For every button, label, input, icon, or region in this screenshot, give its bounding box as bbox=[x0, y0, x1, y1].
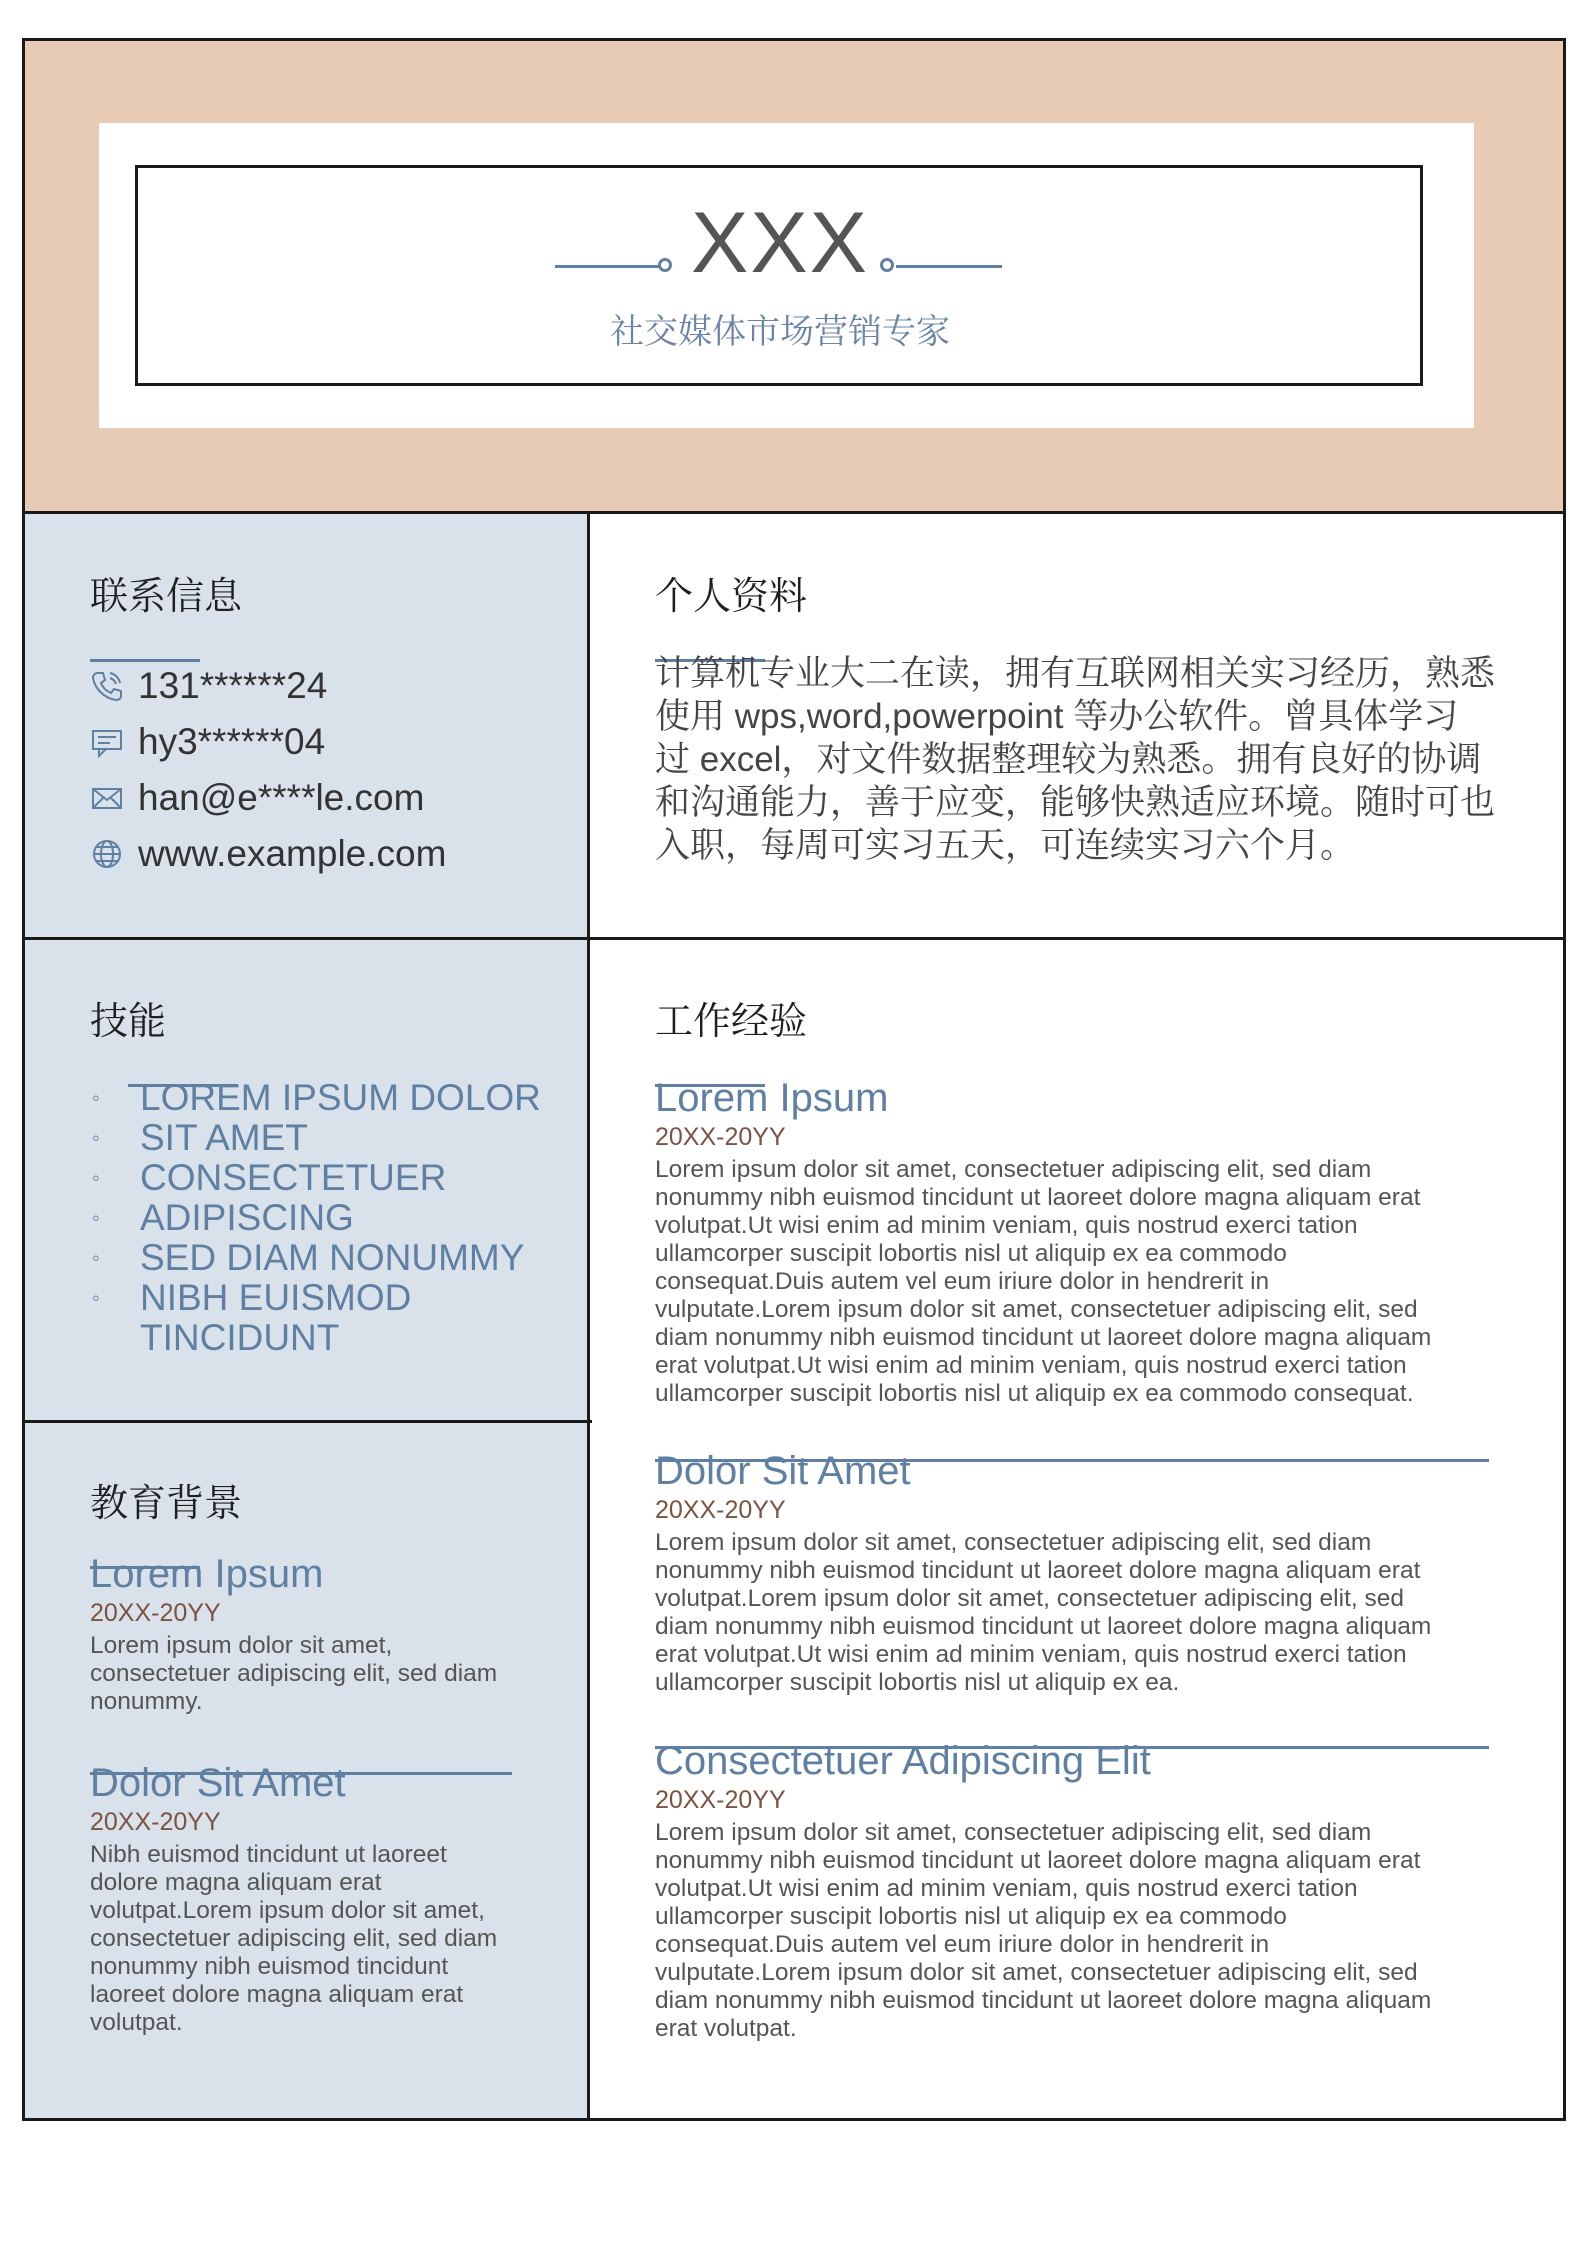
website-text: www.example.com bbox=[138, 833, 447, 874]
education-entry-title: Lorem Ipsum bbox=[90, 1552, 324, 1596]
work-entry-date: 20XX-20YY bbox=[655, 1496, 786, 1524]
mail-icon bbox=[90, 781, 124, 815]
chat-text: hy3******04 bbox=[138, 721, 326, 762]
profile-line: 计算机专业大二在读，拥有互联网相关实习经历，熟悉 bbox=[655, 654, 1496, 693]
globe-icon bbox=[90, 837, 124, 871]
email-text: han@e****le.com bbox=[138, 777, 425, 818]
skill-item: ◦ NIBH EUISMOD TINCIDUNT bbox=[92, 1277, 412, 1358]
skill-item: ◦ SIT AMET bbox=[92, 1117, 308, 1158]
work-entry bbox=[655, 1739, 1535, 2043]
skill-item: ◦ LOREM IPSUM DOLOR bbox=[92, 1077, 541, 1118]
text-line: erat volutpat.Ut wisi enim ad minim veniam, quis nostrud exerci tation bbox=[655, 1352, 1407, 1379]
text-line: consectetuer adipiscing elit, sed diam bbox=[90, 1925, 498, 1952]
bullet-icon: ◦ bbox=[92, 1125, 100, 1150]
text-line: erat volutpat.Ut wisi enim ad minim veniam, quis nostrud exerci tation bbox=[655, 1641, 1407, 1668]
text-line: consequat.Duis autem vel eum iriure dolor in hendrerit in bbox=[655, 1268, 1270, 1295]
education-entry-date: 20XX-20YY bbox=[90, 1808, 221, 1836]
work-title: 工作经验 bbox=[655, 999, 808, 1043]
text-line: Lorem ipsum dolor sit amet, consectetuer adipiscing elit, sed diam bbox=[655, 1819, 1372, 1846]
work-entry-text bbox=[655, 1819, 1535, 2043]
contact-email[interactable] bbox=[90, 777, 424, 819]
work-entry bbox=[655, 1449, 1535, 1697]
profile-line: 和沟通能力，善于应变，能够快熟适应环境。随时可也 bbox=[655, 783, 1496, 822]
text-line: ullamcorper suscipit lobortis nisl ut aliquip ex ea commodo bbox=[655, 1240, 1287, 1267]
work-entry-title: Lorem Ipsum bbox=[655, 1076, 889, 1120]
text-line: volutpat. bbox=[90, 2009, 183, 2036]
text-line: erat volutpat. bbox=[655, 2015, 797, 2042]
text-line: Nibh euismod tincidunt ut laoreet bbox=[90, 1841, 447, 1868]
education-entry-text bbox=[90, 1841, 570, 2037]
contact-phone[interactable] bbox=[90, 665, 327, 707]
profile-title: 个人资料 bbox=[655, 574, 808, 618]
text-line: dolore magna aliquam erat bbox=[90, 1869, 382, 1896]
skill-item: ◦ CONSECTETUER bbox=[92, 1157, 447, 1198]
person-name: XXX bbox=[690, 195, 870, 291]
contact-website[interactable] bbox=[90, 833, 446, 875]
contact-chat[interactable] bbox=[90, 721, 325, 763]
education-entry-date: 20XX-20YY bbox=[90, 1599, 221, 1627]
phone-text: 131******24 bbox=[138, 665, 328, 706]
text-line: diam nonummy nibh euismod tincidunt ut laoreet dolore magna aliquam bbox=[655, 1987, 1432, 2014]
text-line: volutpat.Lorem ipsum dolor sit amet, bbox=[90, 1897, 485, 1924]
text-line: Lorem ipsum dolor sit amet, consectetuer adipiscing elit, sed diam bbox=[655, 1529, 1372, 1556]
text-line: diam nonummy nibh euismod tincidunt ut laoreet dolore magna aliquam bbox=[655, 1613, 1432, 1640]
bullet-icon: ◦ bbox=[92, 1285, 100, 1310]
text-line: volutpat.Lorem ipsum dolor sit amet, consectetuer adipiscing elit, sed bbox=[655, 1585, 1404, 1612]
text-line: consequat.Duis autem vel eum iriure dolor in hendrerit in bbox=[655, 1931, 1270, 1958]
skills-list bbox=[90, 1078, 570, 1358]
chat-icon bbox=[90, 725, 124, 759]
text-line: volutpat.Ut wisi enim ad minim veniam, quis nostrud exerci tation bbox=[655, 1875, 1358, 1902]
contact-title-bar bbox=[90, 659, 200, 662]
text-line: ullamcorper suscipit lobortis nisl ut aliquip ex ea. bbox=[655, 1669, 1180, 1696]
text-line: laoreet dolore magna aliquam erat bbox=[90, 1981, 464, 2008]
text-line: vulputate.Lorem ipsum dolor sit amet, consectetuer adipiscing elit, sed bbox=[655, 1296, 1418, 1323]
education-entry bbox=[90, 1552, 570, 1716]
bullet-icon: ◦ bbox=[92, 1245, 100, 1270]
text-line: Lorem ipsum dolor sit amet, consectetuer adipiscing elit, sed diam bbox=[655, 1156, 1372, 1183]
profile-line: 过 excel，对文件数据整理较为熟悉。拥有良好的协调 bbox=[655, 740, 1482, 779]
text-line: nonummy nibh euismod tincidunt bbox=[90, 1953, 449, 1980]
bullet-icon: ◦ bbox=[92, 1205, 100, 1230]
education-entry-text bbox=[90, 1632, 570, 1716]
work-entry-date: 20XX-20YY bbox=[655, 1786, 786, 1814]
skill-item: ◦ SED DIAM NONUMMY bbox=[92, 1237, 525, 1278]
text-line: nonummy. bbox=[90, 1688, 203, 1715]
work-entry-date: 20XX-20YY bbox=[655, 1123, 786, 1151]
skills-title: 技能 bbox=[90, 999, 167, 1043]
contact-title: 联系信息 bbox=[90, 574, 243, 618]
education-entry bbox=[90, 1761, 570, 2037]
bullet-icon: ◦ bbox=[92, 1165, 100, 1190]
skill-item: ◦ ADIPISCING bbox=[92, 1197, 354, 1238]
work-entry-title: Consectetuer Adipiscing Elit bbox=[655, 1739, 1151, 1783]
text-line: nonummy nibh euismod tincidunt ut laoreet dolore magna aliquam erat bbox=[655, 1184, 1421, 1211]
profile-line: 使用 wps,word,powerpoint 等办公软件。曾具体学习 bbox=[655, 697, 1459, 736]
text-line: ullamcorper suscipit lobortis nisl ut aliquip ex ea commodo bbox=[655, 1903, 1287, 1930]
text-line: ullamcorper suscipit lobortis nisl ut aliquip ex ea commodo consequat. bbox=[655, 1380, 1414, 1407]
profile-text bbox=[655, 652, 1515, 867]
text-line: vulputate.Lorem ipsum dolor sit amet, consectetuer adipiscing elit, sed bbox=[655, 1959, 1418, 1986]
person-role: 社交媒体市场营销专家 bbox=[610, 313, 950, 351]
text-line: nonummy nibh euismod tincidunt ut laoreet dolore magna aliquam erat bbox=[655, 1557, 1421, 1584]
text-line: diam nonummy nibh euismod tincidunt ut laoreet dolore magna aliquam bbox=[655, 1324, 1432, 1351]
text-line: nonummy nibh euismod tincidunt ut laoreet dolore magna aliquam erat bbox=[655, 1847, 1421, 1874]
bullet-icon: ◦ bbox=[92, 1085, 100, 1110]
text-line: volutpat.Ut wisi enim ad minim veniam, quis nostrud exerci tation bbox=[655, 1212, 1358, 1239]
profile-line: 入职，每周可实习五天，可连续实习六个月。 bbox=[655, 826, 1356, 865]
work-entry-text bbox=[655, 1529, 1535, 1697]
text-line: consectetuer adipiscing elit, sed diam bbox=[90, 1660, 498, 1687]
text-line: Lorem ipsum dolor sit amet, bbox=[90, 1632, 393, 1659]
work-entry bbox=[655, 1076, 1535, 1408]
work-entry-text bbox=[655, 1156, 1535, 1408]
work-entry-title: Dolor Sit Amet bbox=[655, 1449, 911, 1493]
phone-icon bbox=[90, 669, 124, 703]
education-entry-title: Dolor Sit Amet bbox=[90, 1761, 346, 1805]
education-title: 教育背景 bbox=[90, 1481, 243, 1525]
